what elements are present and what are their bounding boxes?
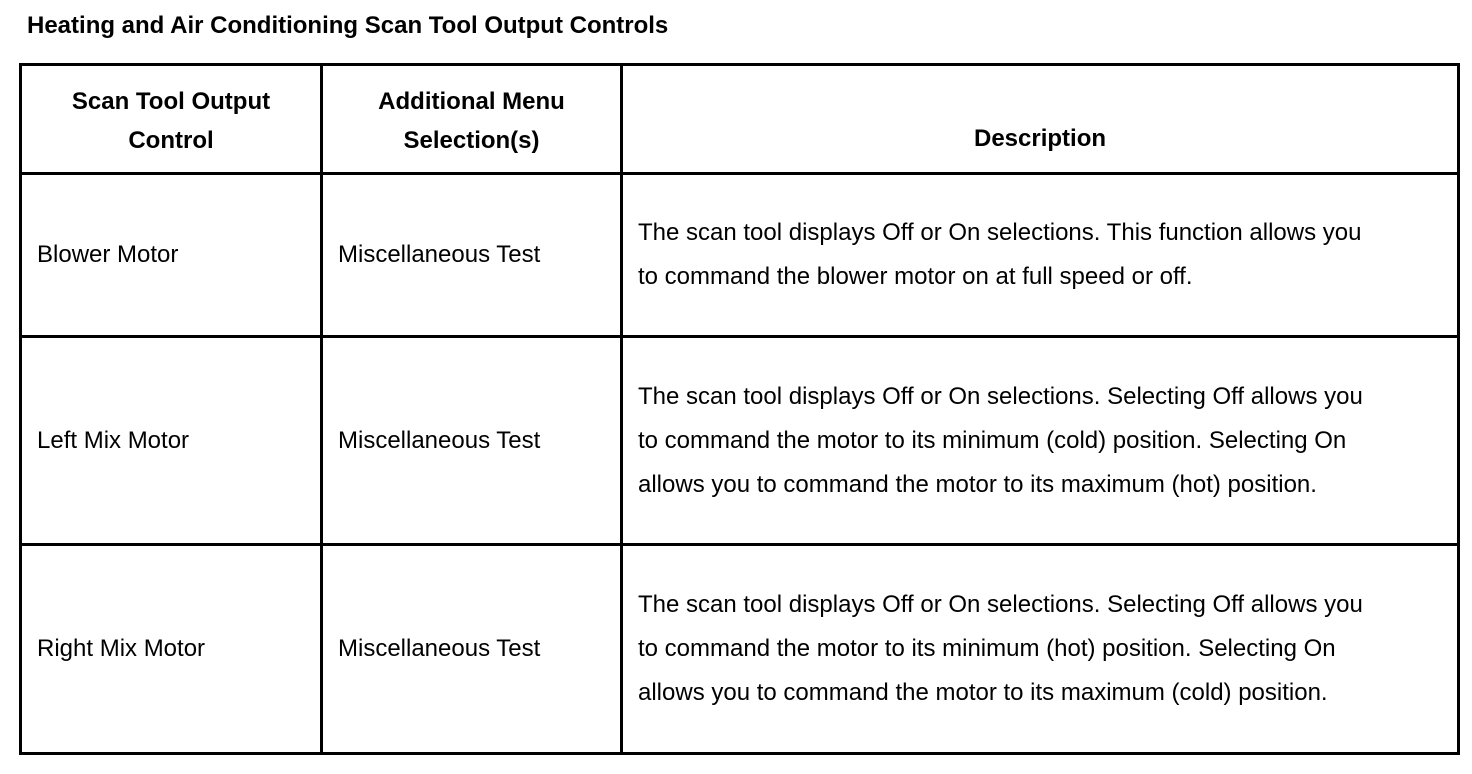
column-header-menu: [322, 65, 622, 174]
cell-menu: [322, 174, 622, 337]
column-header-description: [622, 65, 1459, 174]
output-controls-table: [19, 63, 1460, 755]
document-title: Heating and Air Conditioning Scan Tool Output Controls: [27, 12, 669, 39]
control-name: Right Mix Motor: [37, 635, 206, 662]
menu-selection: Miscellaneous Test: [338, 426, 541, 454]
cell-control: [21, 545, 322, 754]
table-row: [21, 545, 1459, 754]
cell-control: [21, 337, 322, 545]
table-row: [21, 337, 1459, 545]
column-header-control-label: Scan Tool Output Control: [71, 88, 271, 154]
table-header-row: [21, 65, 1459, 174]
cell-description: [622, 174, 1459, 337]
description-text: The scan tool displays Off or On selections. This function allows you to command the blower motor on at full speed or off.: [638, 219, 1362, 290]
menu-selection: Miscellaneous Test: [338, 635, 541, 662]
cell-control: [21, 174, 322, 337]
column-header-control: [21, 65, 322, 174]
cell-description: [622, 545, 1459, 754]
menu-selection: Miscellaneous Test: [338, 241, 541, 268]
table-row: [21, 174, 1459, 337]
cell-description: [622, 337, 1459, 545]
cell-menu: [322, 545, 622, 754]
cell-menu: [322, 337, 622, 545]
control-name: Blower Motor: [37, 241, 179, 268]
description-text: The scan tool displays Off or On selections. Selecting Off allows you to command the motor to its minimum (cold) position. Selecting On allows you to command the motor to its maximum (hot) position.: [638, 382, 1363, 498]
control-name: Left Mix Motor: [37, 426, 190, 454]
column-header-menu-label: Additional Menu Selection(s): [378, 88, 565, 154]
description-text: The scan tool displays Off or On selections. Selecting Off allows you to command the motor to its minimum (hot) position. Selecting On allows you to command the motor to its maximum (cold) position.: [638, 591, 1363, 706]
column-header-description-label: Description: [973, 125, 1107, 152]
